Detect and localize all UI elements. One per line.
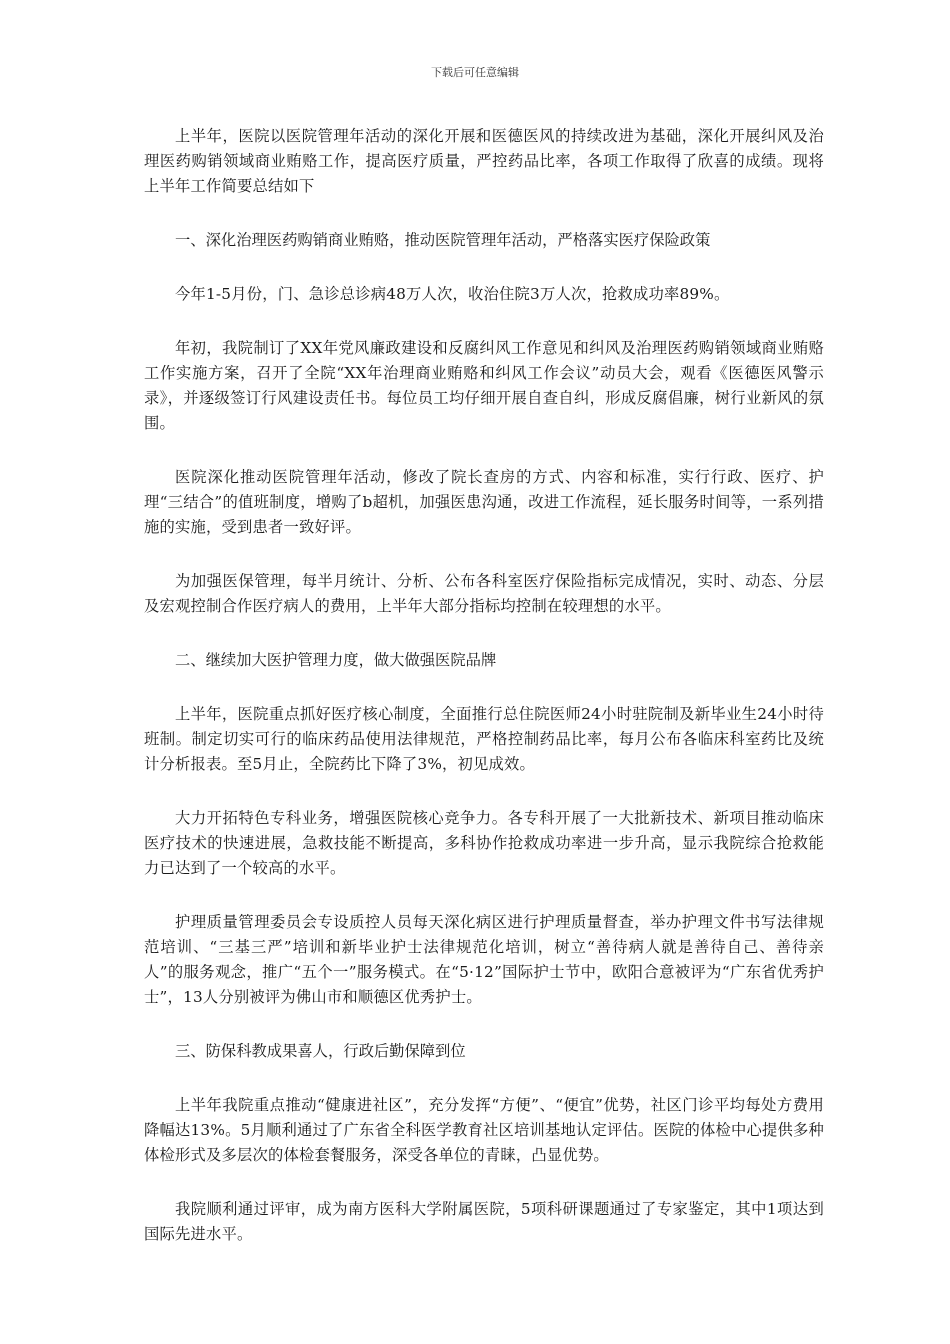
section-heading-3: 三、防保科教成果喜人，行政后勤保障到位 — [175, 1042, 466, 1060]
body-paragraph: 大力开拓特色专科业务，增强医院核心竞争力。各专科开展了一大批新技术、新项目推动临床医疗技术的快速进展，急救技能不断提高，多科协作抢救成功率进一步升高，显示我院综合抢救能力已达到了一个较高的水平。 — [144, 809, 824, 877]
document-body — [144, 124, 824, 1276]
body-paragraph: 为加强医保管理，每半月统计、分析、公布各科室医疗保险指标完成情况，实时、动态、分层及宏观控制合作医疗病人的费用，上半年大部分指标均控制在较理想的水平。 — [144, 572, 824, 615]
body-paragraph: 我院顺利通过评审，成为南方医科大学附属医院，5项科研课题通过了专家鉴定，其中1项达到国际先进水平。 — [144, 1200, 824, 1243]
section-heading-1: 一、深化治理医药购销商业贿赂，推动医院管理年活动，严格落实医疗保险政策 — [175, 231, 711, 249]
intro-paragraph: 上半年，医院以医院管理年活动的深化开展和医德医风的持续改进为基础，深化开展纠风及治理医药购销领域商业贿赂工作，提高医疗质量，严控药品比率，各项工作取得了欣喜的成绩。现将上半年工作简要总结如下 — [144, 127, 824, 195]
body-paragraph: 上半年我院重点推动“健康进社区”，充分发挥“方便”、“便宜”优势，社区门诊平均每处方费用降幅达13%。5月顺利通过了广东省全科医学教育社区培训基地认定评估。医院的体检中心提供多种体检形式及多层次的体检套餐服务，深受各单位的青睐，凸显优势。 — [144, 1096, 824, 1164]
body-paragraph: 医院深化推动医院管理年活动，修改了院长查房的方式、内容和标准，实行行政、医疗、护理“三结合”的值班制度，增购了b超机，加强医患沟通，改进工作流程，延长服务时间等，一系列措施的实施，受到患者一致好评。 — [144, 468, 824, 536]
body-paragraph: 年初，我院制订了XX年党风廉政建设和反腐纠风工作意见和纠风及治理医药购销领域商业贿赂工作实施方案，召开了全院“XX年治理商业贿赂和纠风工作会议”动员大会，观看《医德医风警示录》，并逐级签订行风建设责任书。每位员工均仔细开展自查自纠，形成反腐倡廉，树行业新风的氛围。 — [144, 339, 824, 432]
body-paragraph: 今年1-5月份，门、急诊总诊病48万人次，收治住院3万人次，抢救成功率89%。 — [175, 285, 730, 303]
section-heading-2: 二、继续加大医护管理力度，做大做强医院品牌 — [175, 651, 497, 669]
body-paragraph: 护理质量管理委员会专设质控人员每天深化病区进行护理质量督查，举办护理文件书写法律规范培训、“三基三严”培训和新毕业护士法律规范化培训，树立“善待病人就是善待自己、善待亲人”的服务观念，推广“五个一”服务模式。在“5·12”国际护士节中，欧阳合意被评为“广东省优秀护士”，13人分别被评为佛山市和顺德区优秀护士。 — [144, 913, 824, 1006]
page-header: 下载后可任意编辑 — [431, 66, 519, 79]
body-paragraph: 上半年，医院重点抓好医疗核心制度，全面推行总住院医师24小时驻院制及新毕业生24小时待班制。制定切实可行的临床药品使用法律规范，严格控制药品比率，每月公布各临床科室药比及统计分析报表。至5月止，全院药比下降了3%，初见成效。 — [144, 705, 824, 773]
